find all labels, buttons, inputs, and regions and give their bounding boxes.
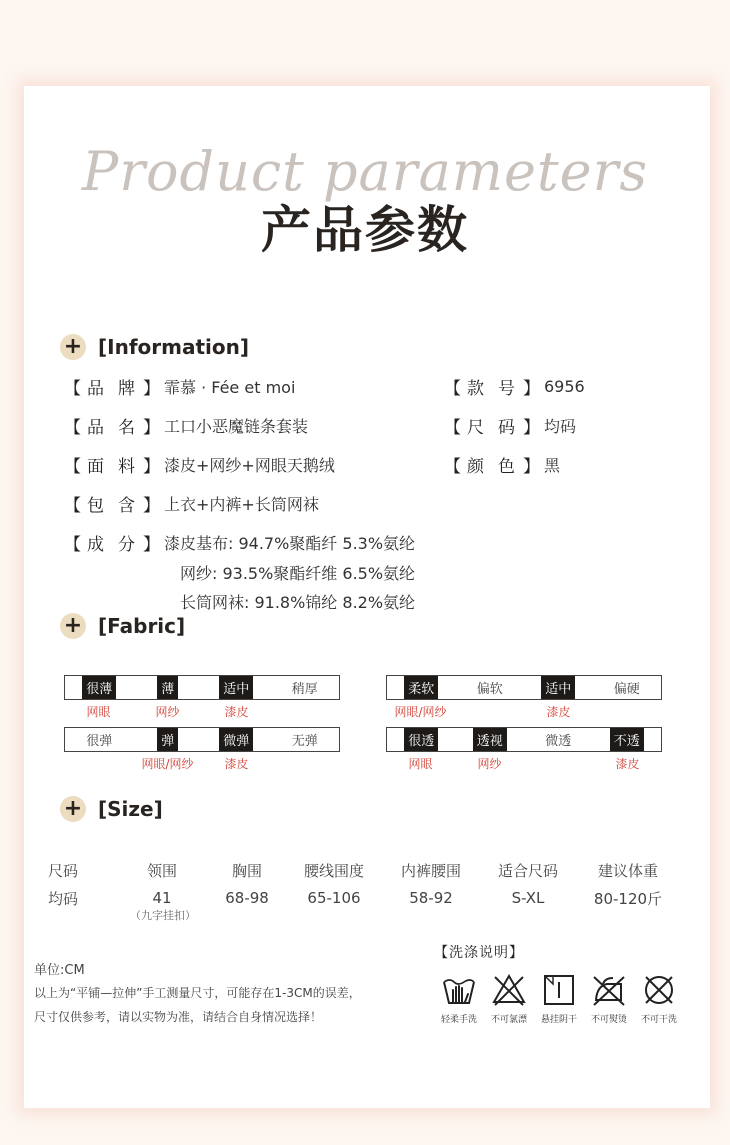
size-value-cell: S-XL <box>511 889 545 907</box>
fabric-option-label: 微弹 <box>219 728 253 751</box>
info-row-composition: 【 成 分 】 漆皮基布: 94.7%聚酯纤 5.3%氨纶 <box>64 530 415 555</box>
wash-item <box>434 972 484 1025</box>
info-row-material: 【 面 料 】 漆皮+网纱+网眼天鹅绒 <box>64 452 335 477</box>
name-label: 品 名 <box>87 418 137 438</box>
fabric-scale <box>386 675 662 700</box>
size-header-cell: 腰线围度 <box>303 861 364 880</box>
fabric-note: 漆皮 <box>224 705 249 719</box>
wash-label: 轻柔手洗 <box>440 1015 477 1025</box>
size-heading-text: [Size] <box>98 797 163 821</box>
fabric-option-label: 适中 <box>219 676 253 699</box>
includes-value: 上衣+内裤+长筒网袜 <box>164 495 319 514</box>
wash-label: 悬挂阴干 <box>540 1015 577 1025</box>
fabric-option <box>202 676 271 699</box>
fabric-scale <box>64 727 340 752</box>
fabric-note: 漆皮 <box>615 757 640 771</box>
wash-item <box>534 972 584 1025</box>
fabric-option-label: 很弹 <box>86 734 113 749</box>
size-heading <box>60 795 163 823</box>
fabric-option <box>456 676 525 699</box>
brand-value: 霏慕 · Fée et moi <box>164 378 296 397</box>
size-table <box>48 856 688 912</box>
info-row-name: 【 品 名 】 工口小恶魔链条套装 <box>64 413 308 438</box>
info-row-includes: 【 包 含 】 上衣+内裤+长筒网袜 <box>64 491 319 516</box>
fabric-scale <box>64 675 340 700</box>
fabric-note: 网眼/网纱 <box>141 757 194 771</box>
fabric-note: 漆皮 <box>546 705 571 719</box>
size-header-cell: 建议体重 <box>597 861 658 880</box>
plus-icon: + <box>60 796 86 822</box>
fabric-option <box>593 676 662 699</box>
name-value: 工口小恶魔链条套装 <box>164 417 309 436</box>
plus-icon: + <box>60 613 86 639</box>
color-value: 黑 <box>544 456 561 475</box>
fabric-option-label: 微透 <box>545 734 572 749</box>
measurement-note: 以上为“平铺—拉伸”手工测量尺寸，可能存在1-3CM的误差， <box>34 986 361 1000</box>
collar-note: （九字挂扣） <box>130 909 196 922</box>
size-value-cell: 41 <box>152 889 172 907</box>
fabric-option-label: 不透 <box>610 728 644 751</box>
fabric-option <box>524 676 593 699</box>
information-heading <box>60 333 249 361</box>
size-label: 尺 码 <box>467 418 517 438</box>
size-value-cell: 68-98 <box>225 889 269 907</box>
info-row-color: 【 颜 色 】 黑 <box>444 452 560 477</box>
fabric-note: 网眼 <box>408 757 433 771</box>
fabric-heading-text: [Fabric] <box>98 614 186 638</box>
fabric-notes <box>64 755 340 771</box>
fabric-option-label: 薄 <box>157 676 178 699</box>
size-header-cell: 尺码 <box>48 861 79 880</box>
wash-label: 不可熨烫 <box>590 1015 627 1025</box>
composition-line: 长筒网袜: 91.8%锦纶 8.2%氨纶 <box>180 593 416 612</box>
size-value: 均码 <box>544 417 577 436</box>
composition-line: 网纱: 93.5%聚酯纤维 6.5%氨纶 <box>180 564 416 583</box>
color-label: 颜 色 <box>467 457 517 477</box>
fabric-option <box>387 728 456 751</box>
fabric-option-label: 偏软 <box>476 682 503 697</box>
fabric-option-label: 无弹 <box>291 734 318 749</box>
composition-label: 成 分 <box>87 535 137 555</box>
info-row-brand: 【 品 牌 】 霏慕 · Fée et moi <box>64 374 295 399</box>
material-label: 面 料 <box>87 457 137 477</box>
fabric-note: 网纱 <box>477 757 502 771</box>
material-value: 漆皮+网纱+网眼天鹅绒 <box>164 456 335 475</box>
size-header-cell: 内裤腰围 <box>400 861 461 880</box>
script-title: Product parameters <box>81 140 649 203</box>
fabric-option <box>593 728 662 751</box>
no-bleach-icon <box>491 972 527 1008</box>
fabric-option-label: 适中 <box>541 676 575 699</box>
fabric-notes <box>386 703 662 719</box>
model-label: 款 号 <box>467 379 517 399</box>
fabric-scale <box>386 727 662 752</box>
wash-item <box>584 972 634 1025</box>
fabric-option-label: 很透 <box>404 728 438 751</box>
fabric-note: 网眼 <box>86 705 111 719</box>
size-value-cell: 80-120斤 <box>593 889 663 908</box>
fabric-option-label: 弹 <box>157 728 178 751</box>
fabric-note: 网纱 <box>155 705 180 719</box>
size-value-cell: 58-92 <box>409 889 453 907</box>
wash-title: 【洗涤说明】 <box>434 945 524 961</box>
fabric-option <box>65 676 134 699</box>
fabric-option <box>271 728 340 751</box>
fabric-option <box>456 728 525 751</box>
measurement-note: 尺寸仅供参考，请以实物为准，请结合自身情况选择！ <box>34 1010 323 1024</box>
size-value-cell: 65-106 <box>307 889 361 907</box>
no-dry-clean-icon <box>641 972 677 1008</box>
fabric-option-label: 透视 <box>473 728 507 751</box>
page-title: 产品参数 <box>261 201 469 259</box>
information-heading-text: [Information] <box>98 335 249 359</box>
fabric-option-label: 很薄 <box>82 676 116 699</box>
fabric-option <box>65 728 134 751</box>
size-header-row <box>48 856 688 884</box>
includes-label: 包 含 <box>87 496 137 516</box>
plus-icon: + <box>60 334 86 360</box>
brand-label: 品 牌 <box>87 379 137 399</box>
size-value-cell: 均码 <box>48 889 79 908</box>
size-header-cell: 适合尺码 <box>497 861 558 880</box>
hand-wash-icon <box>441 972 477 1008</box>
model-value: 6956 <box>544 377 585 396</box>
fabric-option-label: 柔软 <box>404 676 438 699</box>
size-header-cell: 胸围 <box>231 861 262 880</box>
wash-item <box>634 972 684 1025</box>
fabric-option-label: 稍厚 <box>291 682 318 697</box>
fabric-option <box>524 728 593 751</box>
info-row-size: 【 尺 码 】 均码 <box>444 413 576 438</box>
size-header-cell: 领围 <box>146 861 177 880</box>
fabric-option <box>387 676 456 699</box>
fabric-option <box>202 728 271 751</box>
wash-label: 不可氯漂 <box>490 1015 527 1025</box>
no-iron-icon <box>591 972 627 1008</box>
fabric-note: 漆皮 <box>224 757 249 771</box>
fabric-option <box>271 676 340 699</box>
unit-label: 单位:CM <box>34 963 85 978</box>
hang-dry-icon <box>541 972 577 1008</box>
composition-line: 漆皮基布: 94.7%聚酯纤 5.3%氨纶 <box>164 534 416 553</box>
wash-label: 不可干洗 <box>640 1015 677 1025</box>
fabric-note: 网眼/网纱 <box>394 705 447 719</box>
fabric-heading <box>60 612 185 640</box>
wash-item <box>484 972 534 1025</box>
fabric-option <box>134 676 203 699</box>
fabric-notes <box>64 703 340 719</box>
fabric-option-label: 偏硬 <box>613 682 640 697</box>
fabric-option <box>134 728 203 751</box>
fabric-notes <box>386 755 662 771</box>
info-row-model: 【 款 号 】 6956 <box>444 374 585 399</box>
